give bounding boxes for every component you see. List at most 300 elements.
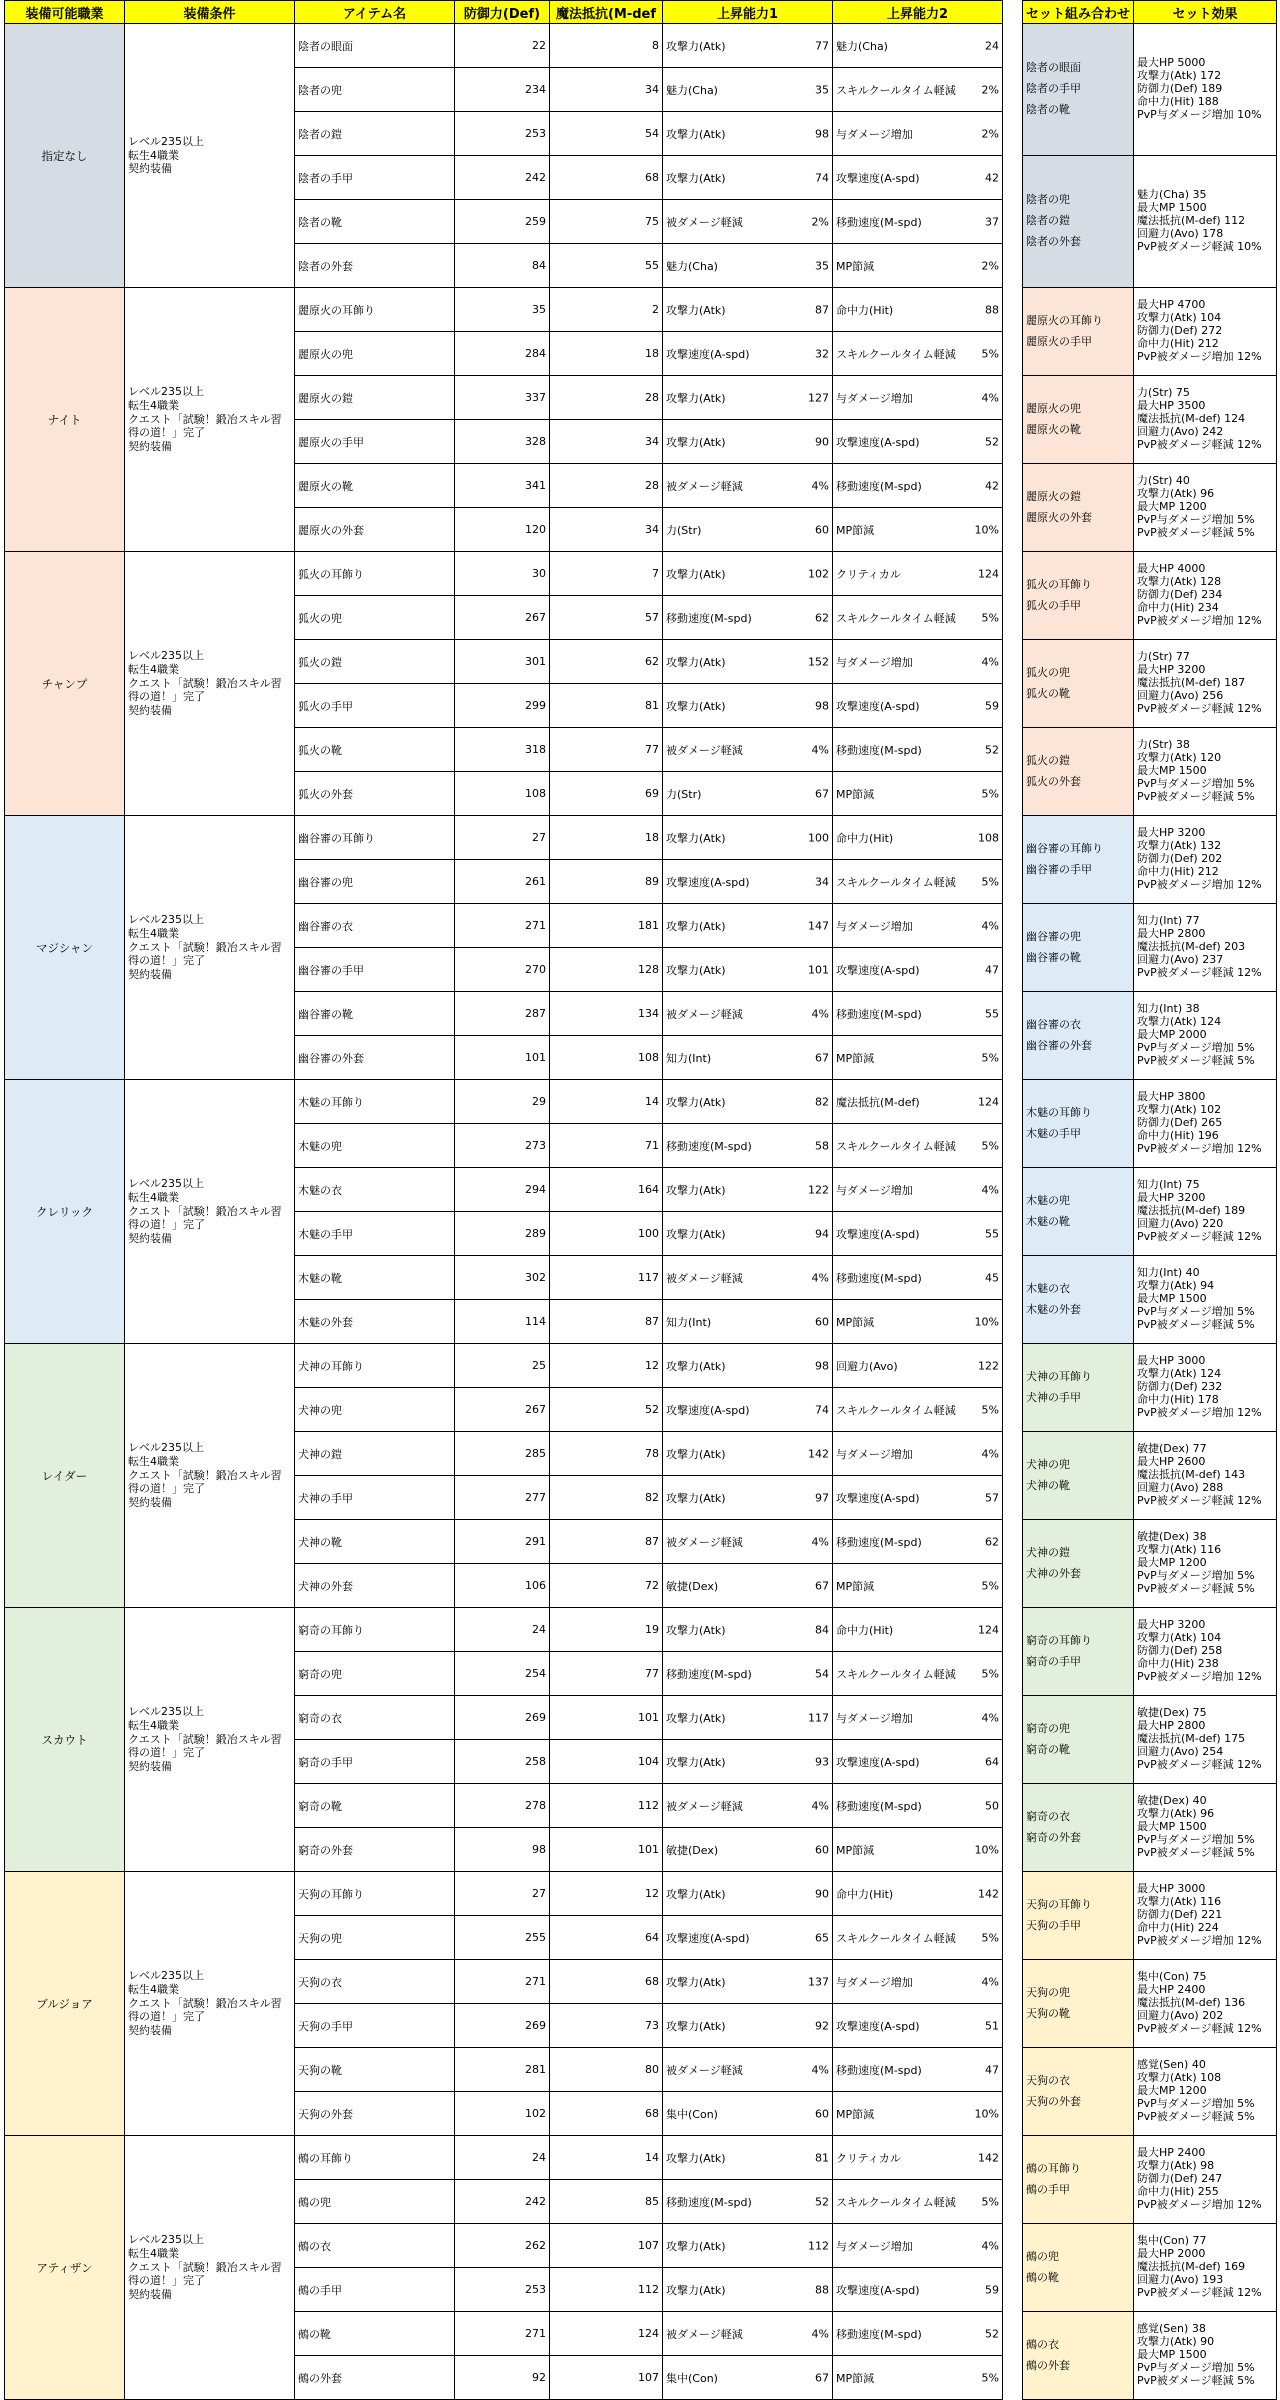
set-piece: 鵺の外套 [1026, 2358, 1070, 2372]
mdef-value: 87 [550, 1520, 663, 1564]
stat1-cell [663, 1652, 833, 1696]
stat1-value: 97 [815, 1491, 829, 1504]
stat1-cell [663, 904, 833, 948]
condition-line: 転生4職業 [128, 926, 179, 940]
set-effect-line: 攻撃力(Atk) 104 [1137, 1631, 1222, 1645]
stat2-value: 5% [981, 2371, 999, 2384]
set-effect-line: PvP被ダメージ増加 12% [1137, 877, 1262, 891]
stat1-name: 攻撃力(Atk) [666, 1491, 726, 1505]
stat1-name: 攻撃力(Atk) [666, 39, 726, 53]
item-name: 麗原火の耳飾り [295, 288, 455, 332]
stat2-value: 4% [981, 919, 999, 932]
condition-line: レベル235以上 [128, 1705, 204, 1719]
stat1-name: 攻撃力(Atk) [666, 831, 726, 845]
stat1-name: 攻撃力(Atk) [666, 1755, 726, 1769]
def-value: 328 [455, 420, 550, 464]
def-value: 254 [455, 1652, 550, 1696]
stat1-name: 攻撃速度(A-spd) [666, 347, 750, 361]
item-name: 陰者の兜 [295, 68, 455, 112]
item-name: 麗原火の鎧 [295, 376, 455, 420]
stat2-name: 攻撃速度(A-spd) [836, 1755, 920, 1769]
item-name: 天狗の衣 [295, 1960, 455, 2004]
stat2-value: 64 [985, 1755, 999, 1768]
set-piece: 鵺の衣 [1026, 2337, 1059, 2351]
stat1-cell [663, 2268, 833, 2312]
stat2-value: 47 [985, 963, 999, 976]
set-effect-line: 知力(Int) 40 [1137, 1266, 1200, 1280]
set-pieces [1023, 1080, 1134, 1168]
set-pieces [1023, 1168, 1134, 1256]
set-effects [1134, 728, 1277, 816]
mdef-value: 18 [550, 332, 663, 376]
stat2-value: 55 [985, 1227, 999, 1240]
stat2-name: MP節減 [836, 1843, 875, 1857]
item-name: 鵺の兜 [295, 2180, 455, 2224]
stat2-name: 命中力(Hit) [836, 303, 894, 317]
set-row [1023, 992, 1277, 1080]
mdef-value: 52 [550, 1388, 663, 1432]
stat1-value: 60 [815, 523, 829, 536]
mdef-value: 73 [550, 2004, 663, 2048]
item-name: 幽谷審の靴 [295, 992, 455, 1036]
def-value: 114 [455, 1300, 550, 1344]
set-piece: 木魅の靴 [1026, 1214, 1070, 1228]
set-effect-line: 攻撃力(Atk) 124 [1137, 1367, 1222, 1381]
stat1-name: 被ダメージ軽減 [666, 1799, 743, 1813]
set-effects [1134, 1960, 1277, 2048]
stat2-cell [833, 1432, 1003, 1476]
set-effect-line: 最大HP 2600 [1137, 1455, 1206, 1469]
stat2-name: クリティカル [836, 2151, 901, 2165]
stat2-cell [833, 2356, 1003, 2400]
item-name: 幽谷審の耳飾り [295, 816, 455, 860]
def-value: 98 [455, 1828, 550, 1872]
condition-cell [125, 24, 295, 288]
mdef-value: 78 [550, 1432, 663, 1476]
def-value: 301 [455, 640, 550, 684]
set-piece: 天狗の靴 [1026, 2006, 1070, 2020]
set-row [1023, 1872, 1277, 1960]
stat1-cell [663, 596, 833, 640]
def-value: 29 [455, 1080, 550, 1124]
set-effects [1134, 1520, 1277, 1608]
stat2-value: 5% [981, 347, 999, 360]
set-effects [1134, 992, 1277, 1080]
stat2-value: 142 [978, 2151, 999, 2164]
stat1-name: 被ダメージ軽減 [666, 2327, 743, 2341]
set-effect-line: 最大MP 1500 [1137, 201, 1207, 215]
stat2-value: 10% [974, 1315, 999, 1328]
set-pieces [1023, 24, 1134, 156]
stat1-cell [663, 552, 833, 596]
stat2-cell [833, 904, 1003, 948]
stat2-value: 5% [981, 875, 999, 888]
set-effect-line: 防御力(Def) 232 [1137, 1380, 1223, 1394]
job-cell: ブルジョア [5, 1872, 125, 2136]
def-value: 281 [455, 2048, 550, 2092]
set-effect-line: 知力(Int) 75 [1137, 1178, 1200, 1192]
condition-cell [125, 1080, 295, 1344]
item-name: 犬神の耳飾り [295, 1344, 455, 1388]
set-piece: 犬神の靴 [1026, 1478, 1070, 1492]
table-row [5, 1608, 1003, 1652]
stat1-name: 攻撃力(Atk) [666, 2283, 726, 2297]
set-piece: 木魅の手甲 [1026, 1126, 1081, 1140]
mdef-value: 34 [550, 68, 663, 112]
stat2-cell [833, 1520, 1003, 1564]
set-row [1023, 2136, 1277, 2224]
header-job: 装備可能職業 [5, 1, 125, 24]
set-effect-line: 最大HP 3800 [1137, 1090, 1206, 1104]
stat2-name: 移動速度(M-spd) [836, 2063, 922, 2077]
set-effect-line: 攻撃力(Atk) 120 [1137, 751, 1222, 765]
set-effect-line: 最大HP 2800 [1137, 1719, 1206, 1733]
stat2-value: 59 [985, 699, 999, 712]
stat2-name: 攻撃速度(A-spd) [836, 1491, 920, 1505]
item-name: 木魅の靴 [295, 1256, 455, 1300]
item-name: 犬神の靴 [295, 1520, 455, 1564]
stat2-name: 与ダメージ増加 [836, 1711, 913, 1725]
stat2-name: 攻撃速度(A-spd) [836, 2283, 920, 2297]
set-effect-line: 魔法抵抗(M-def) 203 [1137, 940, 1246, 954]
stat2-value: 50 [985, 1799, 999, 1812]
stat2-cell [833, 1300, 1003, 1344]
condition-line: 転生4職業 [128, 1190, 179, 1204]
set-piece: 幽谷審の耳飾り [1026, 841, 1103, 855]
mdef-value: 107 [550, 2224, 663, 2268]
stat1-name: 攻撃力(Atk) [666, 1183, 726, 1197]
set-effect-line: 回避力(Avo) 178 [1137, 226, 1224, 240]
stat1-value: 98 [815, 127, 829, 140]
stat2-name: スキルクールタイム軽減 [836, 2195, 956, 2209]
stat2-name: 移動速度(M-spd) [836, 1007, 922, 1021]
set-effect-line: 命中力(Hit) 224 [1137, 1920, 1219, 1934]
set-effect-line: 最大HP 4700 [1137, 298, 1206, 312]
stat1-cell [663, 772, 833, 816]
def-value: 101 [455, 1036, 550, 1080]
stat2-cell [833, 992, 1003, 1036]
stat2-value: 62 [985, 1535, 999, 1548]
set-row [1023, 1960, 1277, 2048]
mdef-value: 164 [550, 1168, 663, 1212]
stat2-value: 42 [985, 171, 999, 184]
stat2-name: MP節減 [836, 787, 875, 801]
set-row [1023, 156, 1277, 288]
stat2-name: 攻撃速度(A-spd) [836, 435, 920, 449]
set-pieces [1023, 1344, 1134, 1432]
set-effects [1134, 1432, 1277, 1520]
set-effect-line: 攻撃力(Atk) 98 [1137, 2159, 1215, 2173]
stat1-name: 移動速度(M-spd) [666, 1667, 752, 1681]
stat1-cell [663, 1476, 833, 1520]
stat1-cell [663, 1080, 833, 1124]
stat2-name: 魅力(Cha) [836, 39, 888, 53]
stat2-cell [833, 24, 1003, 68]
equipment-table [4, 0, 1003, 2400]
stat2-cell [833, 1916, 1003, 1960]
stat1-name: 攻撃力(Atk) [666, 919, 726, 933]
stat1-value: 60 [815, 1843, 829, 1856]
set-pieces [1023, 156, 1134, 288]
set-piece: 狐火の靴 [1026, 686, 1070, 700]
stat1-value: 4% [811, 1799, 829, 1812]
stat2-name: 移動速度(M-spd) [836, 743, 922, 757]
def-value: 92 [455, 2356, 550, 2400]
set-piece: 麗原火の耳飾り [1026, 313, 1103, 327]
job-cell: スカウト [5, 1608, 125, 1872]
def-value: 285 [455, 1432, 550, 1476]
mdef-value: 34 [550, 420, 663, 464]
stat1-value: 147 [808, 919, 829, 932]
def-value: 337 [455, 376, 550, 420]
condition-line: 契約装備 [128, 2024, 172, 2038]
item-name: 鵺の手甲 [295, 2268, 455, 2312]
set-piece: 木魅の耳飾り [1026, 1105, 1092, 1119]
stat1-name: 攻撃力(Atk) [666, 1711, 726, 1725]
set-piece: 陰者の兜 [1026, 193, 1070, 207]
mdef-value: 28 [550, 376, 663, 420]
set-pieces [1023, 2224, 1134, 2312]
def-value: 267 [455, 1388, 550, 1432]
def-value: 267 [455, 596, 550, 640]
stat2-name: MP節減 [836, 2371, 875, 2385]
item-name: 陰者の眼面 [295, 24, 455, 68]
def-value: 255 [455, 1916, 550, 1960]
stat2-name: 与ダメージ増加 [836, 919, 913, 933]
stat2-name: 攻撃速度(A-spd) [836, 2019, 920, 2033]
stat1-cell [663, 464, 833, 508]
set-piece: 天狗の耳飾り [1026, 1897, 1092, 1911]
job-cell: レイダー [5, 1344, 125, 1608]
condition-line: 契約装備 [128, 162, 172, 176]
stat1-name: 攻撃力(Atk) [666, 963, 726, 977]
def-value: 271 [455, 1960, 550, 2004]
mdef-value: 128 [550, 948, 663, 992]
mdef-value: 68 [550, 1960, 663, 2004]
condition-line: 契約装備 [128, 1760, 172, 1774]
set-effect-line: 攻撃力(Atk) 124 [1137, 1015, 1222, 1029]
stat1-value: 117 [808, 1711, 829, 1724]
stat2-name: 攻撃速度(A-spd) [836, 699, 920, 713]
def-value: 102 [455, 2092, 550, 2136]
set-effect-line: PvP与ダメージ増加 5% [1137, 1568, 1255, 1582]
stat1-value: 74 [815, 1403, 829, 1416]
item-name: 麗原火の兜 [295, 332, 455, 376]
stat2-value: 124 [978, 1623, 999, 1636]
mdef-value: 14 [550, 2136, 663, 2180]
mdef-value: 87 [550, 1300, 663, 1344]
def-value: 269 [455, 1696, 550, 1740]
set-effect-line: 防御力(Def) 202 [1137, 852, 1223, 866]
set-piece: 天狗の兜 [1026, 1985, 1070, 1999]
stat2-name: 回避力(Avo) [836, 1359, 898, 1373]
stat1-value: 34 [815, 875, 829, 888]
set-effect-line: 魔法抵抗(M-def) 189 [1137, 1204, 1246, 1218]
set-effect-line: 最大HP 2400 [1137, 1983, 1206, 1997]
stat1-name: 攻撃力(Atk) [666, 127, 726, 141]
item-name: 幽谷審の外套 [295, 1036, 455, 1080]
condition-cell [125, 552, 295, 816]
set-piece: 窮奇の耳飾り [1026, 1633, 1092, 1647]
stat1-cell [663, 2048, 833, 2092]
mdef-value: 8 [550, 24, 663, 68]
stat1-value: 77 [815, 39, 829, 52]
stat2-cell [833, 1036, 1003, 1080]
set-piece: 鵺の耳飾り [1026, 2161, 1081, 2175]
set-pieces [1023, 552, 1134, 640]
condition-line: 転生4職業 [128, 148, 179, 162]
set-effects [1134, 2312, 1277, 2400]
stat1-name: 被ダメージ軽減 [666, 1535, 743, 1549]
stat1-name: 移動速度(M-spd) [666, 1139, 752, 1153]
header-def: 防御力(Def) [455, 1, 550, 24]
stat1-cell [663, 1960, 833, 2004]
stat2-cell [833, 1696, 1003, 1740]
stat1-cell [663, 112, 833, 156]
set-effect-line: 命中力(Hit) 188 [1137, 94, 1219, 108]
stat2-name: 与ダメージ増加 [836, 1183, 913, 1197]
def-value: 84 [455, 244, 550, 288]
set-piece: 幽谷審の衣 [1026, 1017, 1081, 1031]
set-effect-line: 魔法抵抗(M-def) 169 [1137, 2260, 1246, 2274]
mdef-value: 55 [550, 244, 663, 288]
condition-line: 契約装備 [128, 1232, 172, 1246]
set-effect-line: 防御力(Def) 247 [1137, 2172, 1223, 2186]
stat2-value: 10% [974, 1843, 999, 1856]
condition-cell [125, 816, 295, 1080]
condition-line: レベル235以上 [128, 1177, 204, 1191]
set-effect-line: 防御力(Def) 234 [1137, 588, 1223, 602]
set-pieces [1023, 816, 1134, 904]
stat1-name: 集中(Con) [666, 2371, 718, 2385]
stat2-value: 2% [981, 127, 999, 140]
item-name: 狐火の兜 [295, 596, 455, 640]
stat2-name: 移動速度(M-spd) [836, 1535, 922, 1549]
set-row [1023, 1168, 1277, 1256]
set-pieces [1023, 728, 1134, 816]
set-effects [1134, 1608, 1277, 1696]
stat2-value: 59 [985, 2283, 999, 2296]
table-row [5, 552, 1003, 596]
stat1-cell [663, 1608, 833, 1652]
set-piece: 陰者の外套 [1026, 234, 1081, 248]
set-effect-line: 防御力(Def) 189 [1137, 82, 1223, 96]
mdef-value: 69 [550, 772, 663, 816]
condition-line: 契約装備 [128, 968, 172, 982]
stat1-value: 4% [811, 479, 829, 492]
set-row [1023, 1256, 1277, 1344]
table-row [5, 1344, 1003, 1388]
stat2-value: 2% [981, 259, 999, 272]
stat1-name: 攻撃力(Atk) [666, 1227, 726, 1241]
stat1-value: 4% [811, 1271, 829, 1284]
set-effect-line: PvP被ダメージ軽減 12% [1137, 965, 1262, 979]
set-effects [1134, 1168, 1277, 1256]
def-value: 294 [455, 1168, 550, 1212]
stat1-value: 152 [808, 655, 829, 668]
stat2-name: スキルクールタイム軽減 [836, 1667, 956, 1681]
set-effect-line: 魔法抵抗(M-def) 112 [1137, 214, 1246, 228]
stat1-value: 93 [815, 1755, 829, 1768]
stat1-name: 攻撃力(Atk) [666, 171, 726, 185]
condition-line: レベル235以上 [128, 385, 204, 399]
mdef-value: 72 [550, 1564, 663, 1608]
item-name: 天狗の耳飾り [295, 1872, 455, 1916]
stat2-name: MP節減 [836, 1579, 875, 1593]
stat2-cell [833, 1828, 1003, 1872]
stat1-name: 攻撃力(Atk) [666, 655, 726, 669]
set-effect-line: PvP被ダメージ軽減 12% [1137, 2021, 1262, 2035]
mdef-value: 57 [550, 596, 663, 640]
stat1-cell [663, 1036, 833, 1080]
set-effect-line: 敏捷(Dex) 75 [1137, 1706, 1207, 1720]
set-row [1023, 1608, 1277, 1696]
item-name: 窮奇の外套 [295, 1828, 455, 1872]
condition-cell [125, 1344, 295, 1608]
set-effect-line: 命中力(Hit) 255 [1137, 2184, 1219, 2198]
mdef-value: 80 [550, 2048, 663, 2092]
set-effect-line: 力(Str) 40 [1137, 474, 1190, 488]
header-item-name: アイテム名 [295, 1, 455, 24]
set-effects [1134, 2224, 1277, 2312]
def-value: 30 [455, 552, 550, 596]
stat2-cell [833, 948, 1003, 992]
item-name: 木魅の外套 [295, 1300, 455, 1344]
stat2-value: 5% [981, 1931, 999, 1944]
item-name: 麗原火の外套 [295, 508, 455, 552]
set-effect-line: 最大MP 1200 [1137, 2084, 1207, 2098]
stat1-value: 100 [808, 831, 829, 844]
item-name: 木魅の手甲 [295, 1212, 455, 1256]
condition-line: レベル235以上 [128, 1441, 204, 1455]
set-effect-line: PvP被ダメージ増加 12% [1137, 1669, 1262, 1683]
stat2-cell [833, 1960, 1003, 2004]
stat2-cell [833, 244, 1003, 288]
set-effects [1134, 464, 1277, 552]
mdef-value: 100 [550, 1212, 663, 1256]
set-pieces [1023, 1256, 1134, 1344]
stat1-name: 攻撃力(Atk) [666, 567, 726, 581]
set-effect-line: 攻撃力(Atk) 132 [1137, 839, 1222, 853]
stat2-value: 52 [985, 435, 999, 448]
mdef-value: 89 [550, 860, 663, 904]
stat2-value: 4% [981, 1447, 999, 1460]
stat2-cell [833, 1784, 1003, 1828]
stat1-name: 攻撃力(Atk) [666, 1095, 726, 1109]
stat2-name: スキルクールタイム軽減 [836, 1403, 956, 1417]
stat1-value: 4% [811, 2063, 829, 2076]
stat1-name: 魅力(Cha) [666, 259, 718, 273]
item-name: 窮奇の靴 [295, 1784, 455, 1828]
set-effect-line: 集中(Con) 77 [1137, 2234, 1207, 2248]
set-effects [1134, 1872, 1277, 1960]
set-effect-line: 回避力(Avo) 220 [1137, 1216, 1224, 1230]
stat1-cell [663, 200, 833, 244]
set-effect-line: 命中力(Hit) 212 [1137, 336, 1219, 350]
set-piece: 鵺の手甲 [1026, 2182, 1070, 2196]
set-effects [1134, 1696, 1277, 1784]
stat1-cell [663, 2136, 833, 2180]
table-row [5, 2136, 1003, 2180]
stat2-value: 37 [985, 215, 999, 228]
set-pieces [1023, 640, 1134, 728]
condition-line: クエスト「試験！鍛冶スキル習得の道！」完了 [128, 1732, 282, 1760]
mdef-value: 68 [550, 156, 663, 200]
stat1-name: 集中(Con) [666, 2107, 718, 2121]
stat1-cell [663, 376, 833, 420]
set-effect-line: PvP被ダメージ軽減 12% [1137, 1229, 1262, 1243]
stat1-value: 142 [808, 1447, 829, 1460]
